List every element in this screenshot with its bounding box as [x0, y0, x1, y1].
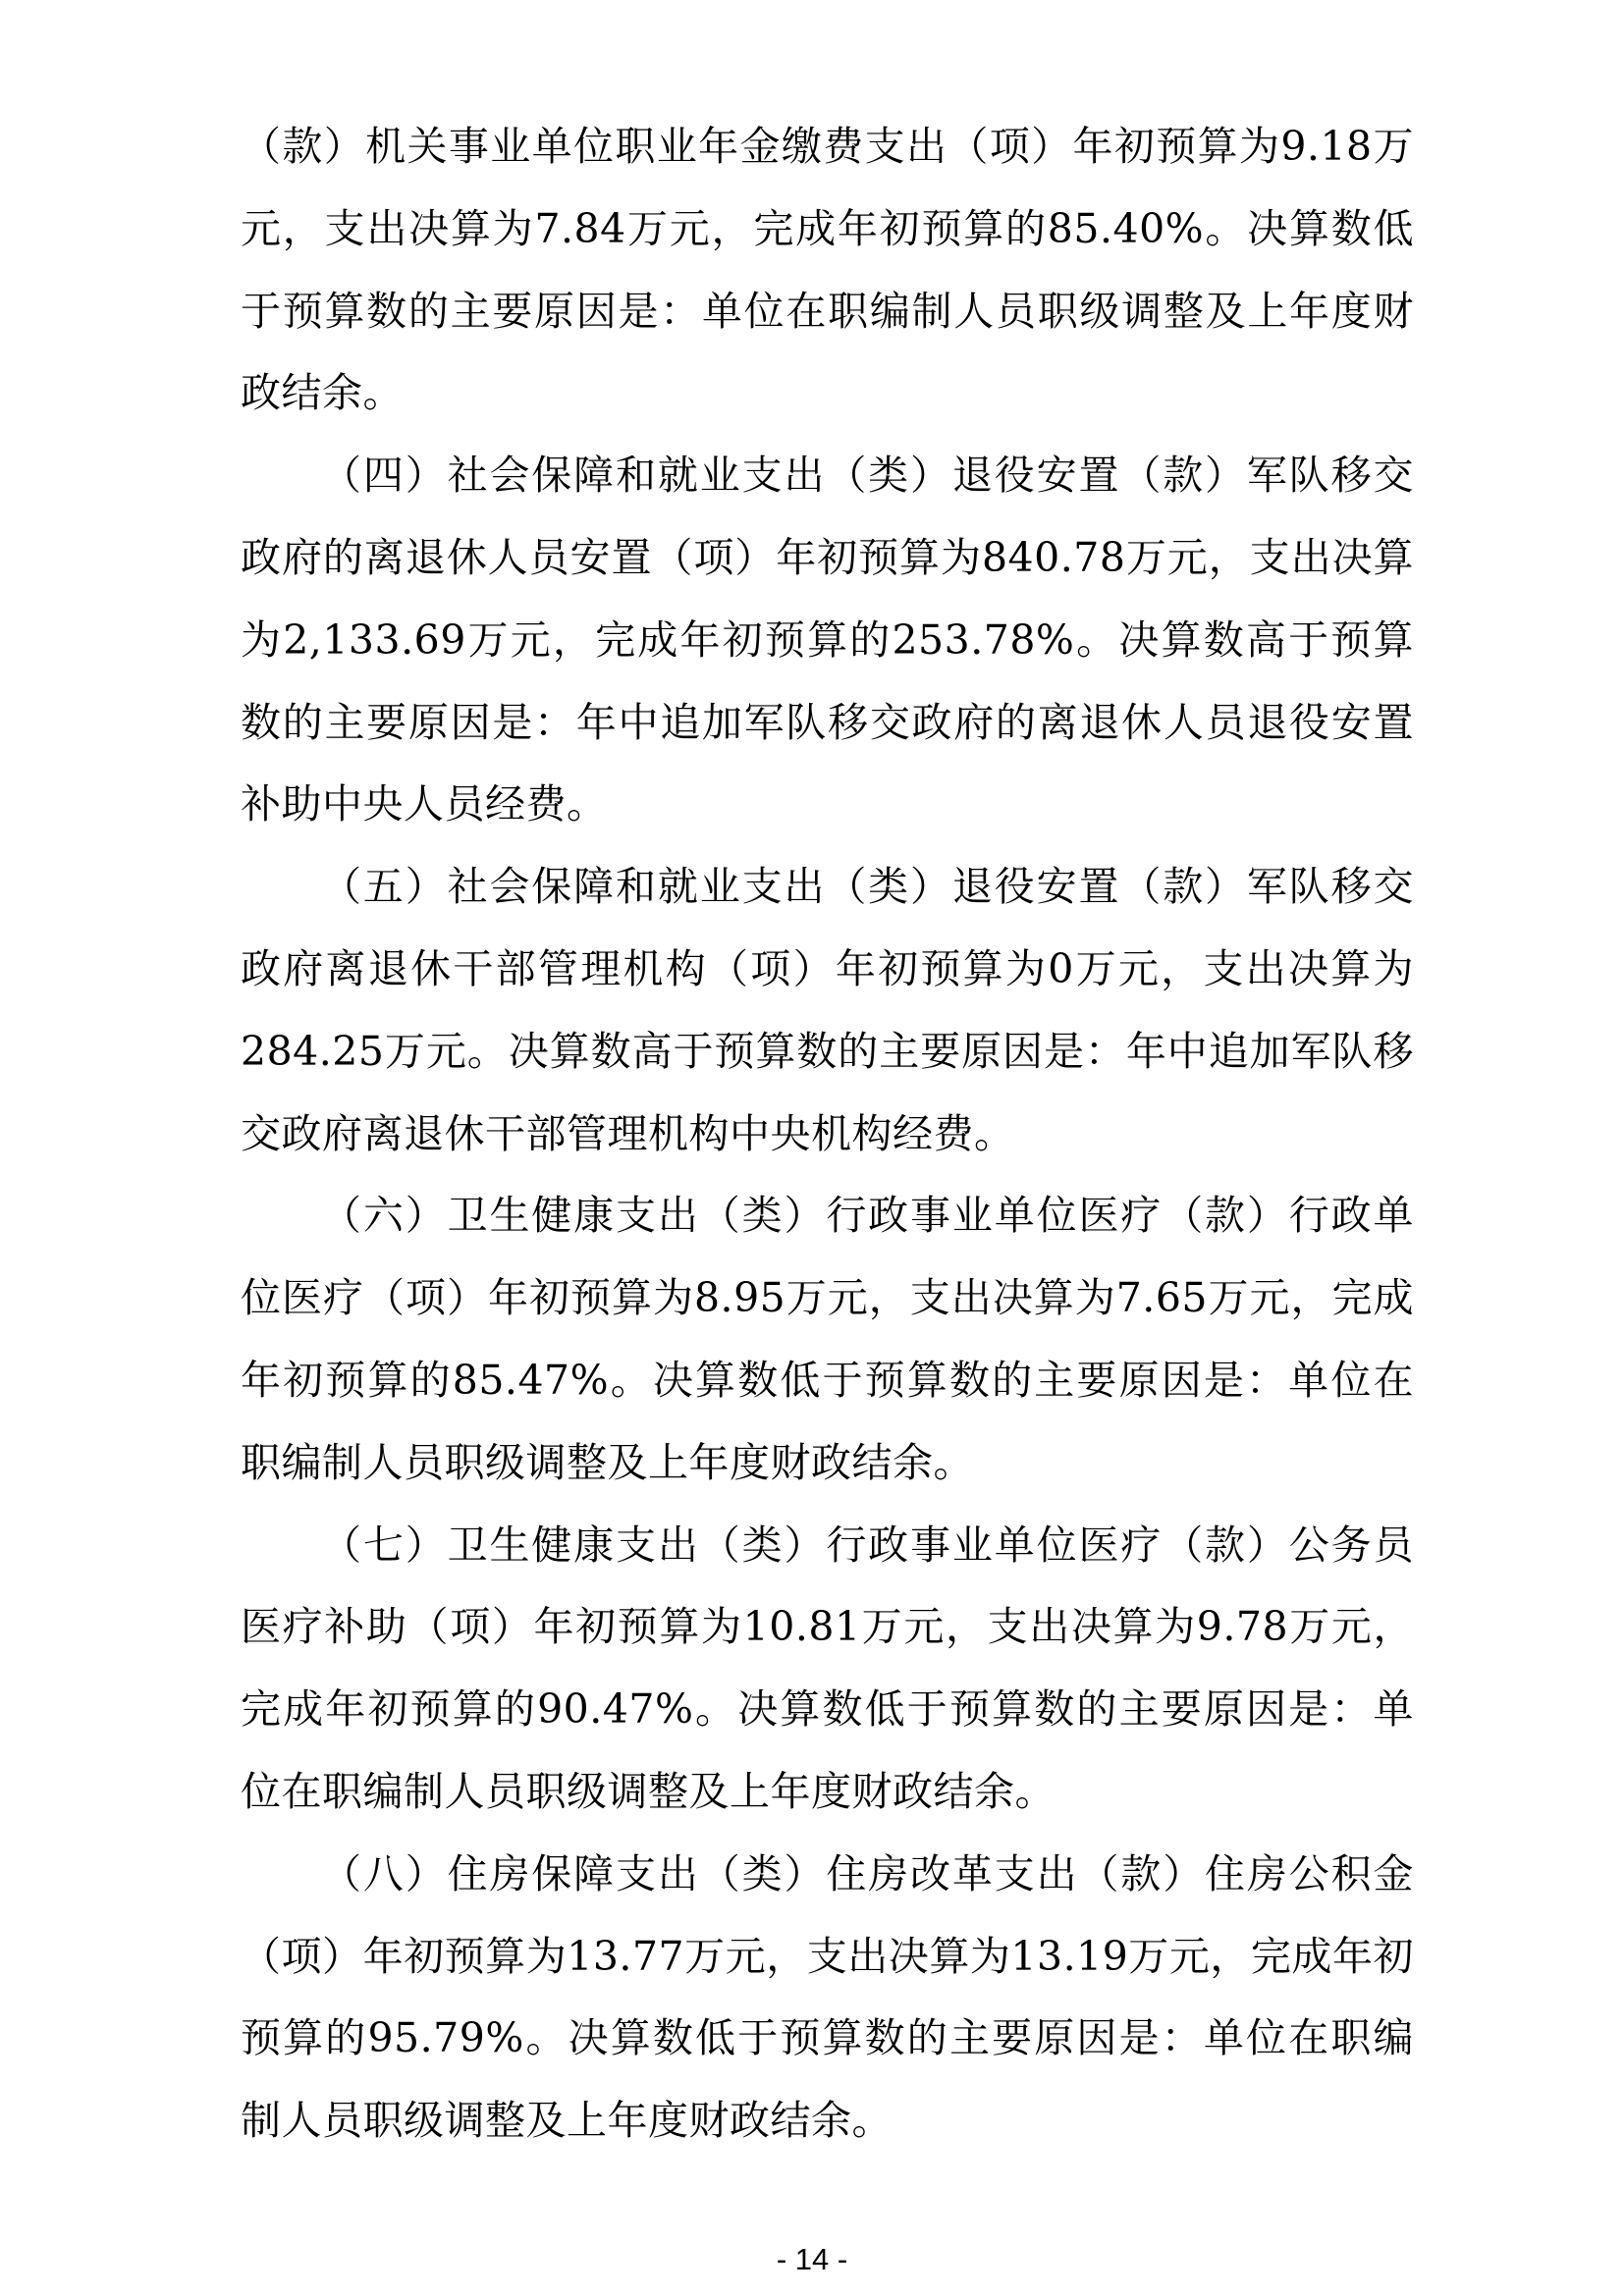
paragraph-continued: （款）机关事业单位职业年金缴费支出（项）年初预算为9.18万元，支出决算为7.84万元，完成年初预算的85.40%。决算数低于预算数的主要原因是：单位在职编制人员职级调整及上年度财政结余。	[241, 123, 1414, 417]
paragraph-item-8: （八）住房保障支出（类）住房改革支出（款）住房公积金（项）年初预算为13.77万元，支出决算为13.19万元，完成年初预算的95.79%。决算数低于预算数的主要原因是：单位在职编制人员职级调整及上年度财政结余。	[241, 1849, 1414, 2145]
paragraph-item-5: （五）社会保障和就业支出（类）退役安置（款）军队移交政府离退休干部管理机构（项）年初预算为0万元，支出决算为284.25万元。决算数高于预算数的主要原因是：年中追加军队移交政府离退休干部管理机构中央机构经费。	[241, 863, 1414, 1157]
paragraph-item-4: （四）社会保障和就业支出（类）退役安置（款）军队移交政府的离退休人员安置（项）年初预算为840.78万元，支出决算为2,133.69万元，完成年初预算的253.78%。决算数高于预算数的主要原因是：年中追加军队移交政府的离退休人员退役安置补助中央人员经费。	[241, 452, 1414, 828]
page-number: - 14 -	[776, 2242, 848, 2276]
paragraph-item-6: （六）卫生健康支出（类）行政事业单位医疗（款）行政单位医疗（项）年初预算为8.95万元，支出决算为7.65万元，完成年初预算的85.47%。决算数低于预算数的主要原因是：单位在职编制人员职级调整及上年度财政结余。	[241, 1192, 1414, 1486]
document-body	[241, 106, 1414, 2163]
paragraph-item-7: （七）卫生健康支出（类）行政事业单位医疗（款）公务员医疗补助（项）年初预算为10.81万元，支出决算为9.78万元，完成年初预算的90.47%。决算数低于预算数的主要原因是：单位在职编制人员职级调整及上年度财政结余。	[241, 1521, 1414, 1815]
